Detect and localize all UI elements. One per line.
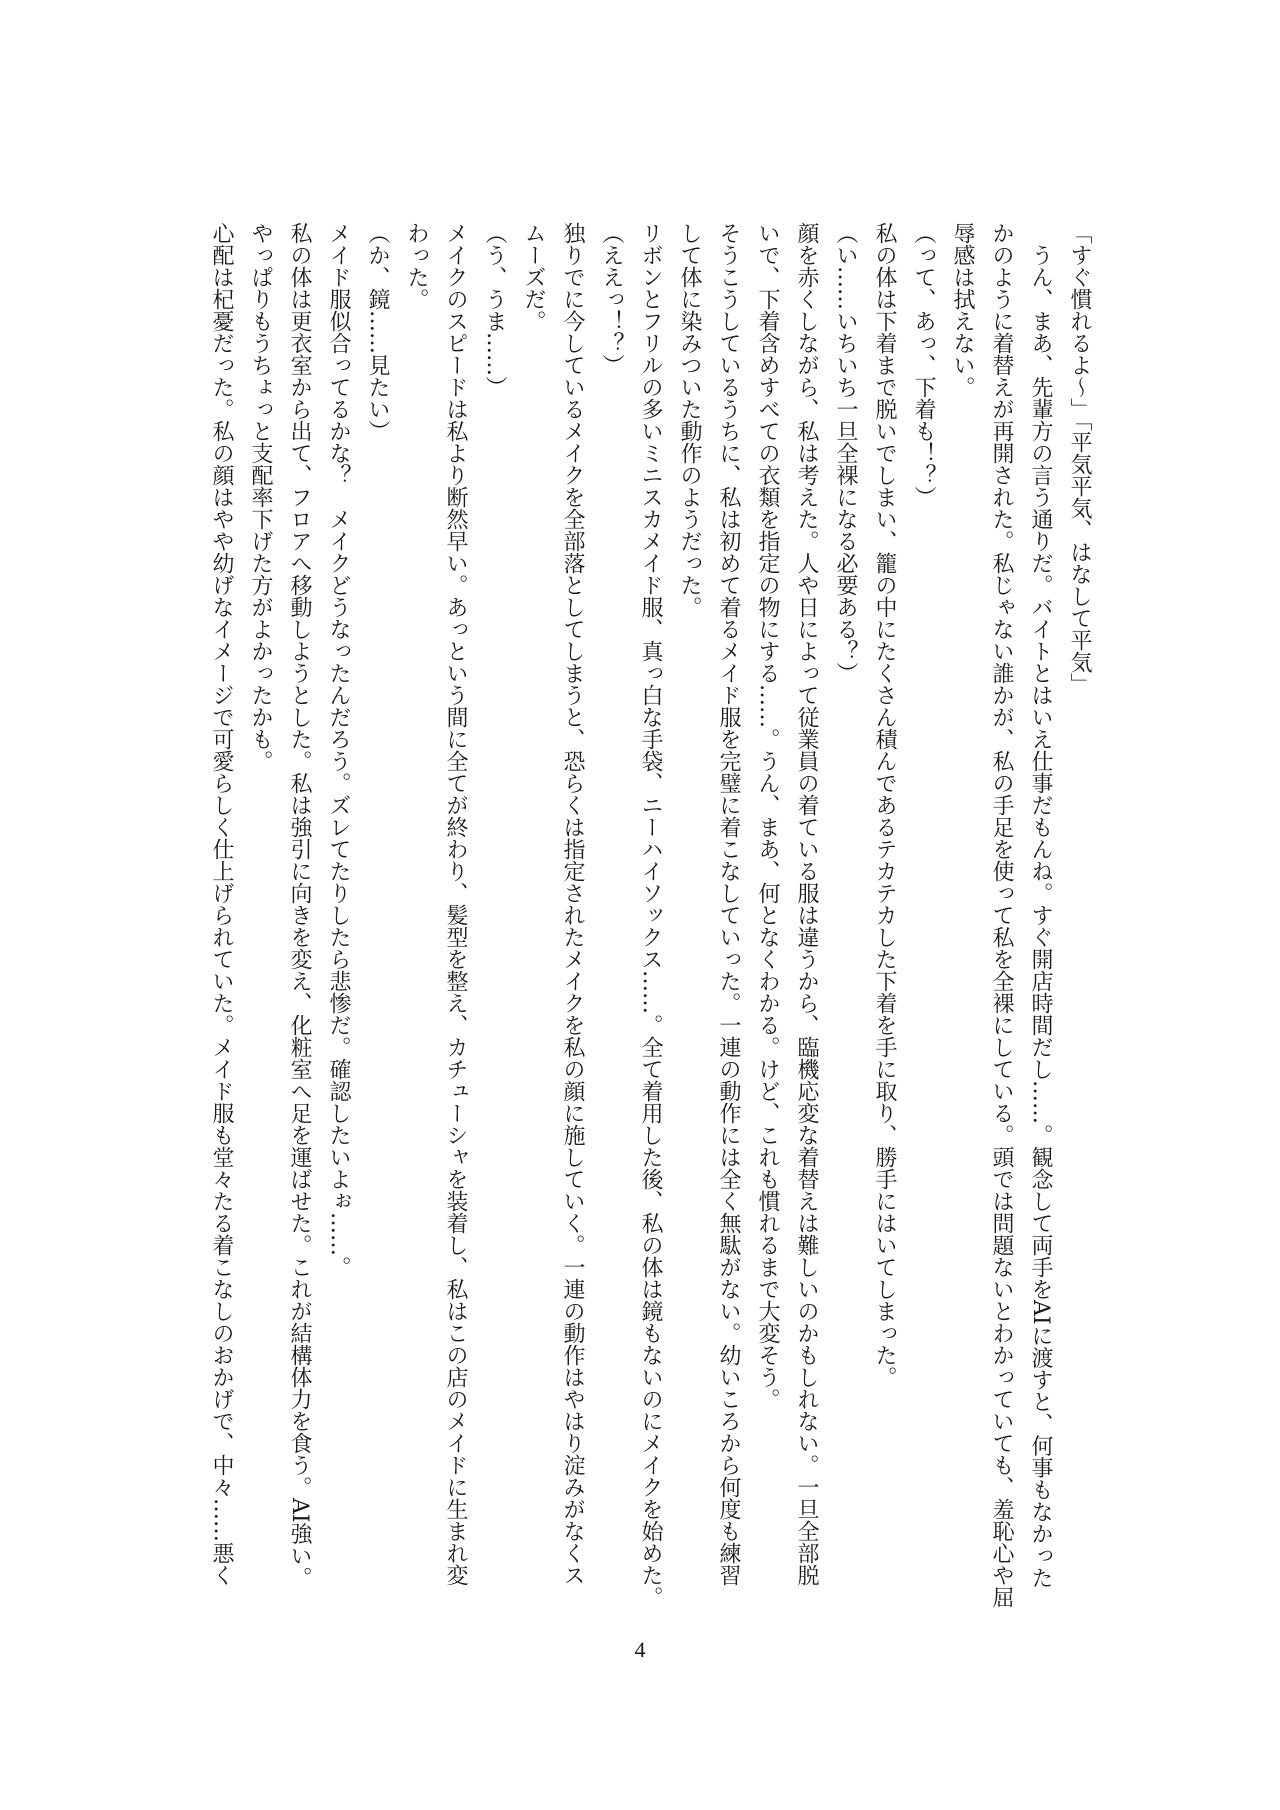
text-line: （い……いちいち一旦全裸になる必要ある？） [833,222,858,684]
text-line: そうこうしているうちに、私は初めて着るメイド服を完璧に着こなしていった。一連の動作には全く無駄がない。幼いころから何度も練習 [716,222,741,1586]
text-line: いで、下着含めすべての衣類を指定の物にする……。うん、まあ、何となくわかる。けど、これも慣れるまで大変そう。 [755,222,780,1410]
text-line: メイクのスピードは私より断然早い。あっという間に全てが終わり、髪型を整え、カチューシャを装着し、私はこの店のメイドに生まれ変 [443,222,468,1586]
text-line: （ええっ！？） [599,222,624,376]
text-line: 「すぐ慣れるよ～」「平気平気、はなして平気」 [1067,222,1092,695]
text-line: わった。 [404,222,429,310]
text-line: 私の体は更衣室から出て、フロアへ移動しようとした。私は強引に向きを変え、化粧室へ足を運ばせた。これが結構体力を食う。AI強い。 [287,222,312,1589]
vertical-text-body [202,222,1099,1617]
text-line: かのように着替えが再開された。私じゃない誰かが、私の手足を使って私を全裸にしている。頭では問題ないとわかっていても、羞恥心や屈 [989,222,1014,1608]
page-number: 4 [634,1637,646,1662]
text-line: （か、鏡……見たい） [365,222,390,442]
text-line: メイド服似合ってるかな？ メイクどうなったんだろう。ズレてたりしたら悲惨だ。確認したいよぉ……。 [326,222,351,1278]
text-line: 辱感は拭えない。 [950,222,975,398]
text-line: やっぱりもうちょっと支配率下げた方がよかったかも。 [248,222,273,772]
text-line: （って、あっ、下着も！？） [911,222,936,508]
text-line: うん、まあ、先輩方の言う通りだ。バイトとはいえ仕事だもんね。すぐ開店時間だし……。観念して両手をAIに渡すと、何事もなかった [1028,244,1053,1589]
text-line: （う、うま……） [482,222,507,398]
text-line: 顔を赤くしながら、私は考えた。人や日によって従業員の着ている服は違うから、臨機応変な着替えは難しいのかもしれない。一旦全部脱 [794,222,819,1586]
text-line: 独りでに今しているメイクを全部落としてしまうと、恐らくは指定されたメイクを私の顔に施していく。一連の動作はやはり淀みがなくス [560,222,585,1586]
text-line: リボンとフリルの多いミニスカメイド服、真っ白な手袋、ニーハイソックス……。全て着用した後、私の体は鏡もないのにメイクを始めた。 [638,222,663,1608]
text-line: して体に染みついた動作のようだった。 [677,222,702,618]
text-line: 私の体は下着まで脱いでしまい、籠の中にたくさん積んであるテカテカした下着を手に取り、勝手にはいてしまった。 [872,222,897,1388]
text-line: 心配は杞憂だった。私の顔はやや幼げなイメージで可愛らしく仕上げられていた。メイド服も堂々たる着こなしのおかげで、中々……悪く [209,222,234,1586]
text-line: ムーズだ。 [521,222,546,332]
